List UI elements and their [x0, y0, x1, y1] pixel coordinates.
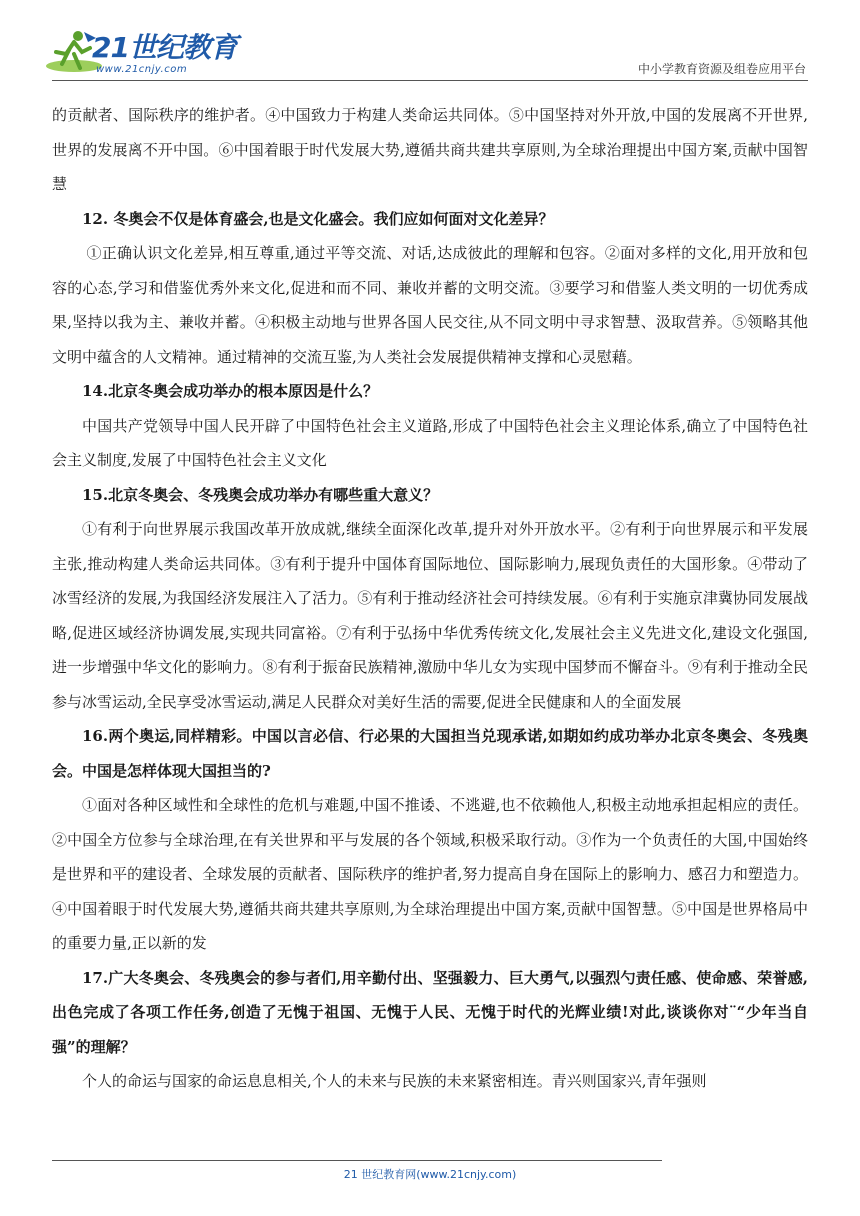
header-divider [52, 80, 808, 81]
answer-15: ①有利于向世界展示我国改革开放成就,继续全面深化改革,提升对外开放水平。②有利于向世界展示和平发展主张,推动构建人类命运共同体。③有利于提升中国体育国际地位、国际影响力,展现负责任的大国形象。④带动了冰雪经济的发展,为我国经济发展注入了活力。⑤有利于推动经济社会可持续发展。⑥有利于实施京津冀协同发展战略,促进区域经济协调发展,实现共同富裕。⑦有利于弘扬中华优秀传统文化,发展社会主义先进文化,建设文化强国,进一步增强中华文化的影响力。⑧有利于振奋民族精神,激励中华儿女为实现中国梦而不懈奋斗。⑨有利于推动全民参与冰雪运动,全民享受冰雪运动,满足人民群众对美好生活的需要,促进全民健康和人的全面发展 [52, 520, 808, 711]
answer-14: 中国共产党领导中国人民开辟了中国特色社会主义道路,形成了中国特色社会主义理论体系,确立了中国特色社会主义制度,发展了中国特色社会主义文化 [52, 416, 808, 469]
answer-16: ①面对各种区域性和全球性的危机与难题,中国不推诿、不逃避,也不依赖他人,积极主动地承担起相应的责任。②中国全方位参与全球治理,在有关世界和平与发展的各个领域,积极采取行动。③作为一个负责任的大国,中国始终是世界和平的建设者、全球发展的贡献者、国际秩序的维护者,努力提高自身在国际上的影响力、感召力和塑造力。④中国着眼于时代发展大势,遵循共商共建共享原则,为全球治理提出中国方案,贡献中国智慧。⑤中国是世界格局中的重要力量,正以新的发 [52, 796, 808, 952]
logo-text: 21世纪教育 [92, 31, 237, 64]
question-16: 16.两个奥运,同样精彩。中国以言必信、行必果的大国担当兑现承诺,如期如约成功举办北京冬奥会、冬残奥会。中国是怎样体现大国担当的? [52, 727, 808, 780]
document-body [52, 98, 808, 1099]
question-17: 17.广大冬奥会、冬残奥会的参与者们,用辛勤付出、坚强毅力、巨大勇气,以强烈勺责任感、使命感、荣誉感,出色完成了各项工作任务,创造了无愧于祖国、无愧于人民、无愧于时代的光辉业绩!对此,谈谈你对¨“少年当自强”的理解？ [52, 968, 808, 1056]
answer-12: ①正确认识文化差异,相互尊重,通过平等交流、对话,达成彼此的理解和包容。②面对多样的文化,用开放和包容的心态,学习和借鉴优秀外来文化,促进和而不同、兼收并蓄的文明交流。③要学习和借鉴人类文明的一切优秀成果,坚持以我为主、兼收并蓄。④积极主动地与世界各国人民交往,从不同文明中寻求智慧、汲取营养。⑤领略其他文明中蕴含的人文精神。通过精神的交流互鉴,为人类社会发展提供精神支撑和心灵慰藉。 [52, 244, 808, 366]
footer-divider [52, 1160, 662, 1161]
question-12: 12. 冬奥会不仅是体育盛会,也是文化盛会。我们应如何面对文化差异？ [82, 209, 554, 228]
page-footer: 21 世纪教育网(www.21cnjy.com) [343, 1168, 517, 1181]
question-14: 14.北京冬奥会成功举办的根本原因是什么？ [82, 382, 379, 400]
logo-url: www.21cnjy.com [96, 64, 188, 75]
page-header [0, 0, 860, 90]
answer-17: 个人的命运与国家的命运息息相关,个人的未来与民族的未来紧密相连。青兴则国家兴,青年强则 [82, 1072, 707, 1090]
question-15: 15.北京冬奥会、冬残奥会成功举办有哪些重大意义？ [82, 485, 439, 504]
platform-label: 中小学教育资源及组卷应用平台 [637, 62, 806, 76]
intro-paragraph: 的贡献者、国际秩序的维护者。④中国致力于构建人类命运共同体。⑤中国坚持对外开放,中国的发展离不开世界,世界的发展离不开中国。⑥中国着眼于时代发展大势,遵循共商共建共享原则,为全球治理提出中国方案,贡献中国智慧 [52, 106, 808, 193]
